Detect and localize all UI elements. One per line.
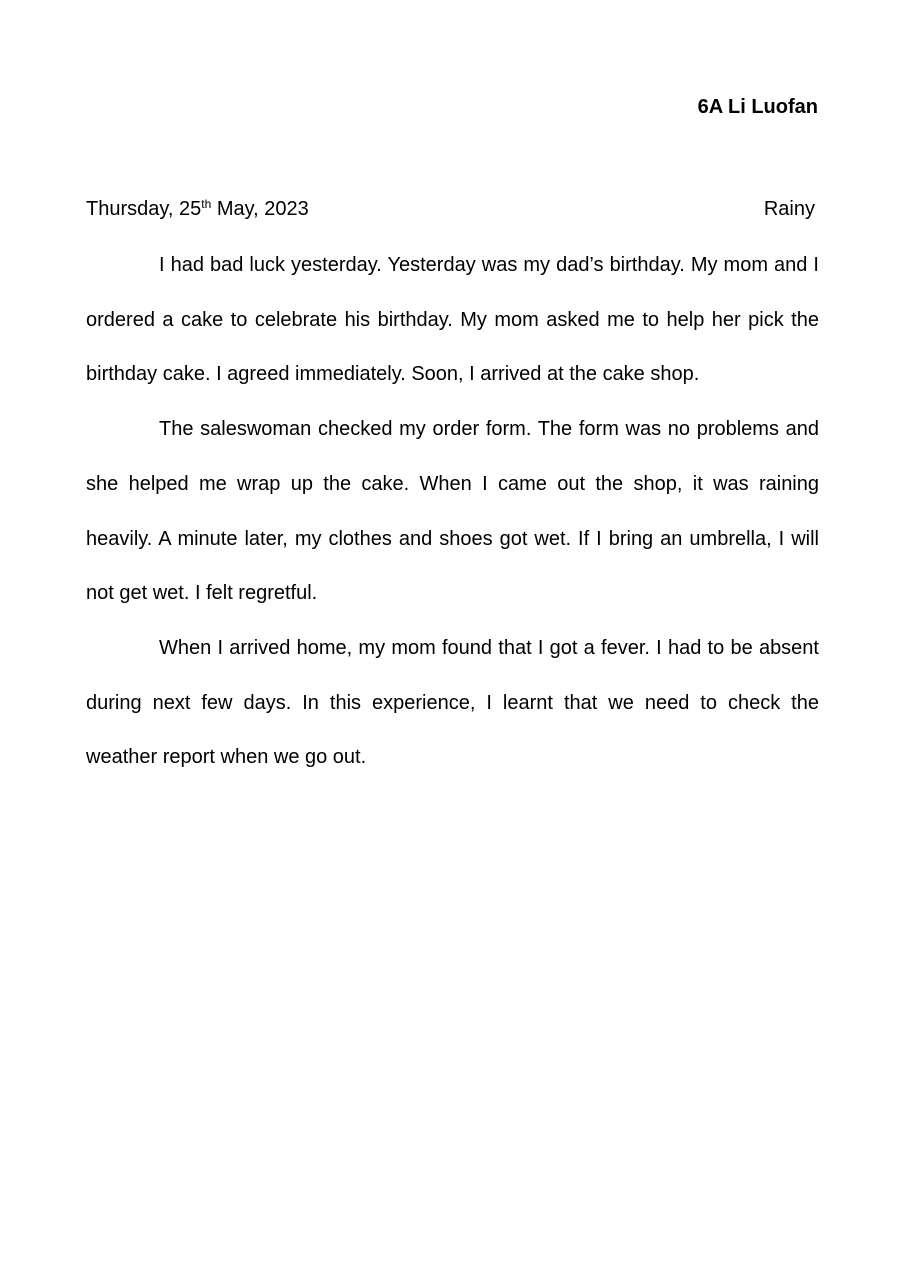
date-ordinal-suffix: th [201, 197, 212, 211]
date-weather-line [86, 196, 819, 222]
paragraph-1: I had bad luck yesterday. Yesterday was my dad’s birthday. My mom and I ordered a cake to celebrate his birthday. My mom asked me to help her pick the birthday cake. I agreed immediately. Soon, I arrived at the cake shop. [86, 254, 819, 386]
author-name: 6A Li Luofan [697, 96, 818, 118]
date-weekday-day: Thursday, 25 [86, 198, 202, 220]
diary-body [86, 238, 819, 785]
entry-date [86, 196, 309, 222]
date-month-year: May, 2023 [211, 198, 309, 220]
paragraph-3: When I arrived home, my mom found that I got a fever. I had to be absent during next few days. In this experience, I learnt that we need to check the weather report when we go out. [86, 636, 819, 769]
paragraph-2: The saleswoman checked my order form. The form was no problems and she helped me wrap up the cake. When I came out the shop, it was raining heavily. A minute later, my clothes and shoes got wet. If I bring an umbrella, I will not get wet. I felt regretful. [86, 418, 819, 605]
weather-label: Rainy [763, 198, 815, 220]
